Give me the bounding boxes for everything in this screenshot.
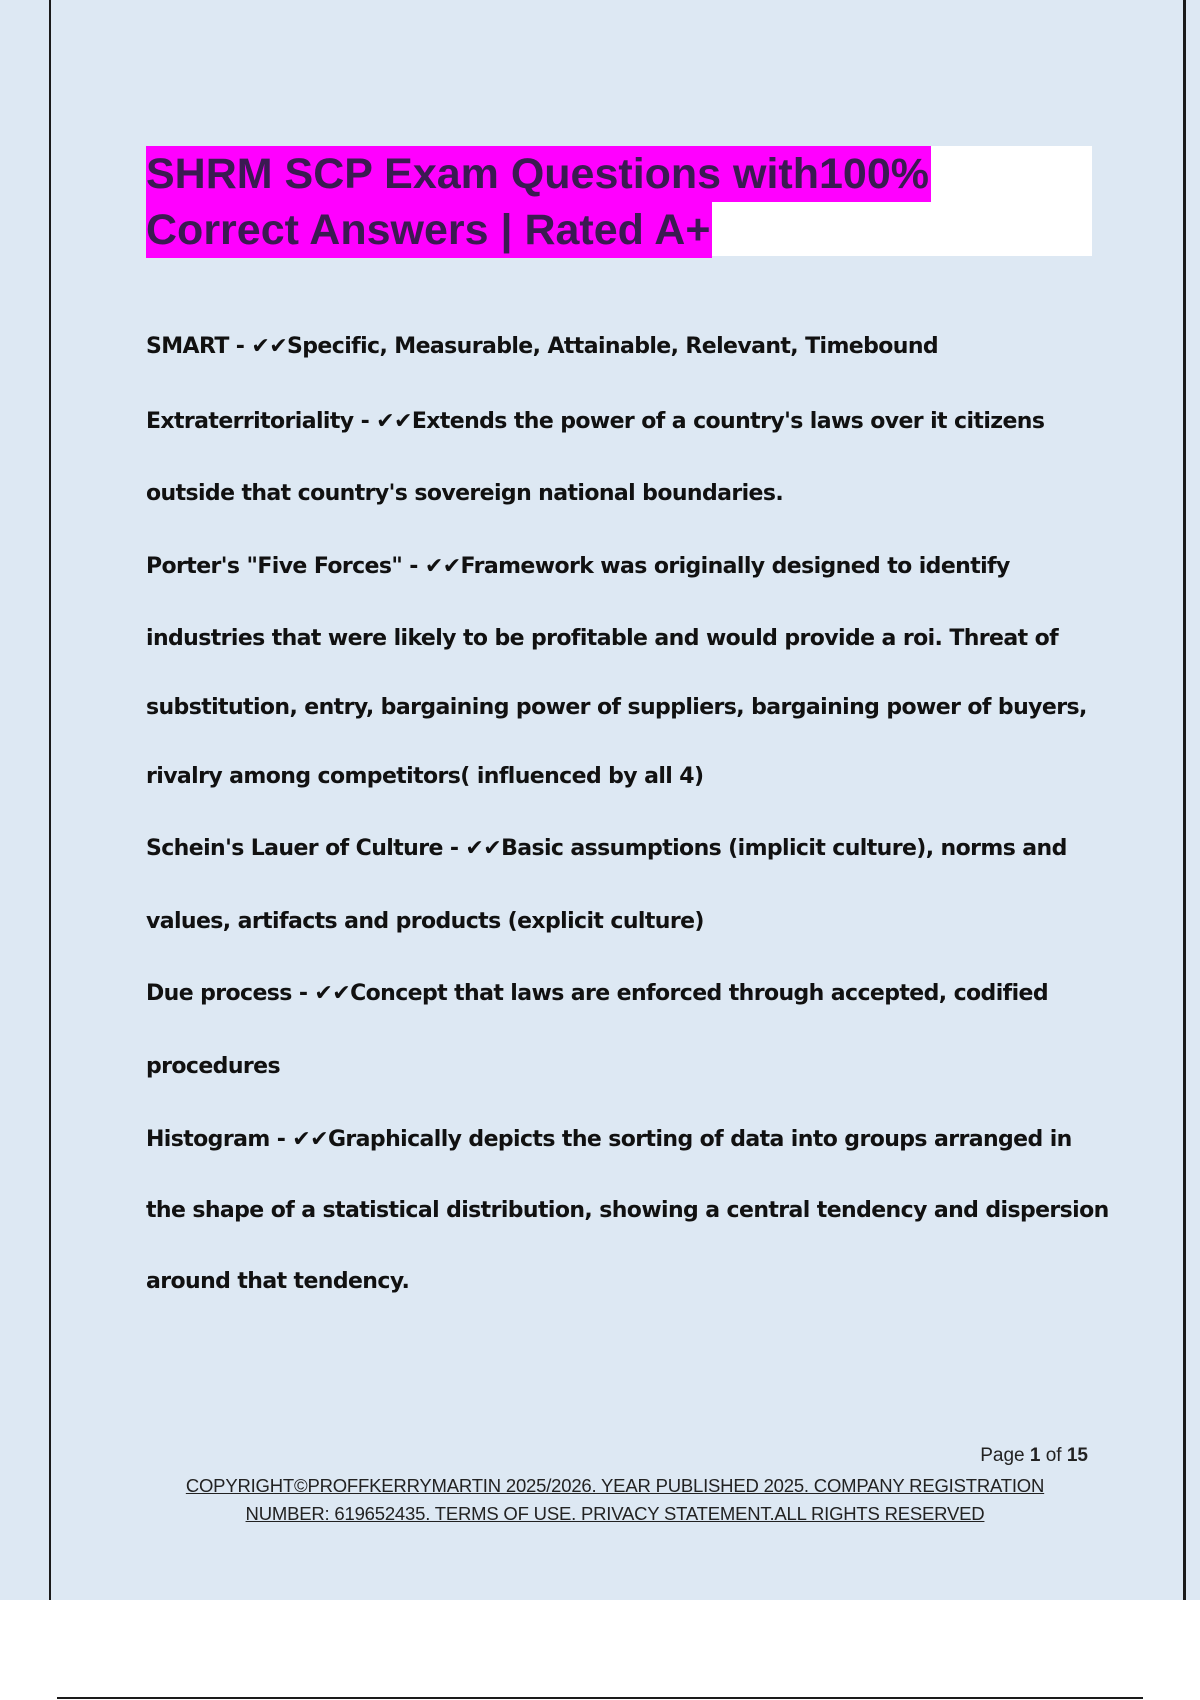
page-of: of xyxy=(1045,1445,1062,1466)
qa-line: Due process - ✔✔Concept that laws are enforced through accepted, codified xyxy=(146,981,1049,1006)
qa-line: substitution, entry, bargaining power of suppliers, bargaining power of buyers, xyxy=(146,695,1087,720)
page-number xyxy=(800,1445,1088,1467)
page-current: 1 xyxy=(1029,1445,1041,1466)
page-word: Page xyxy=(980,1445,1025,1466)
qa-line: values, artifacts and products (explicit culture) xyxy=(146,909,704,934)
copyright-line-2: NUMBER: 619652435. TERMS OF USE. PRIVACY STATEMENT.ALL RIGHTS RESERVED xyxy=(245,1503,985,1524)
qa-line: Schein's Lauer of Culture - ✔✔Basic assumptions (implicit culture), norms and xyxy=(146,836,1067,861)
page-border-right xyxy=(1183,0,1186,1600)
qa-line: around that tendency. xyxy=(146,1269,410,1294)
qa-line: Histogram - ✔✔Graphically depicts the sorting of data into groups arranged in xyxy=(146,1127,1072,1152)
copyright-line-1: COPYRIGHT©PROFFKERRYMARTIN 2025/2026. YEAR PUBLISHED 2025. COMPANY REGISTRATION xyxy=(185,1475,1045,1496)
qa-line: Porter's "Five Forces" - ✔✔Framework was originally designed to identify xyxy=(146,554,1010,579)
qa-line: the shape of a statistical distribution, showing a central tendency and dispersion xyxy=(146,1198,1109,1223)
qa-line: industries that were likely to be profitable and would provide a roi. Threat of xyxy=(146,626,1059,651)
qa-line: rivalry among competitors( influenced by all 4) xyxy=(146,764,704,789)
qa-line: procedures xyxy=(146,1054,280,1079)
title-line-2: Correct Answers | Rated A+ xyxy=(146,202,712,258)
copyright-footer xyxy=(100,1472,1130,1528)
bottom-rule xyxy=(57,1697,1143,1699)
qa-line: SMART - ✔✔Specific, Measurable, Attainable, Relevant, Timebound xyxy=(146,334,939,359)
title-line-1: SHRM SCP Exam Questions with100% xyxy=(146,146,931,202)
document-title xyxy=(146,146,1092,256)
page-border-left xyxy=(49,0,51,1600)
qa-line: Extraterritoriality - ✔✔Extends the power of a country's laws over it citizens xyxy=(146,409,1045,434)
page-total: 15 xyxy=(1066,1445,1088,1466)
qa-line: outside that country's sovereign national boundaries. xyxy=(146,481,784,506)
